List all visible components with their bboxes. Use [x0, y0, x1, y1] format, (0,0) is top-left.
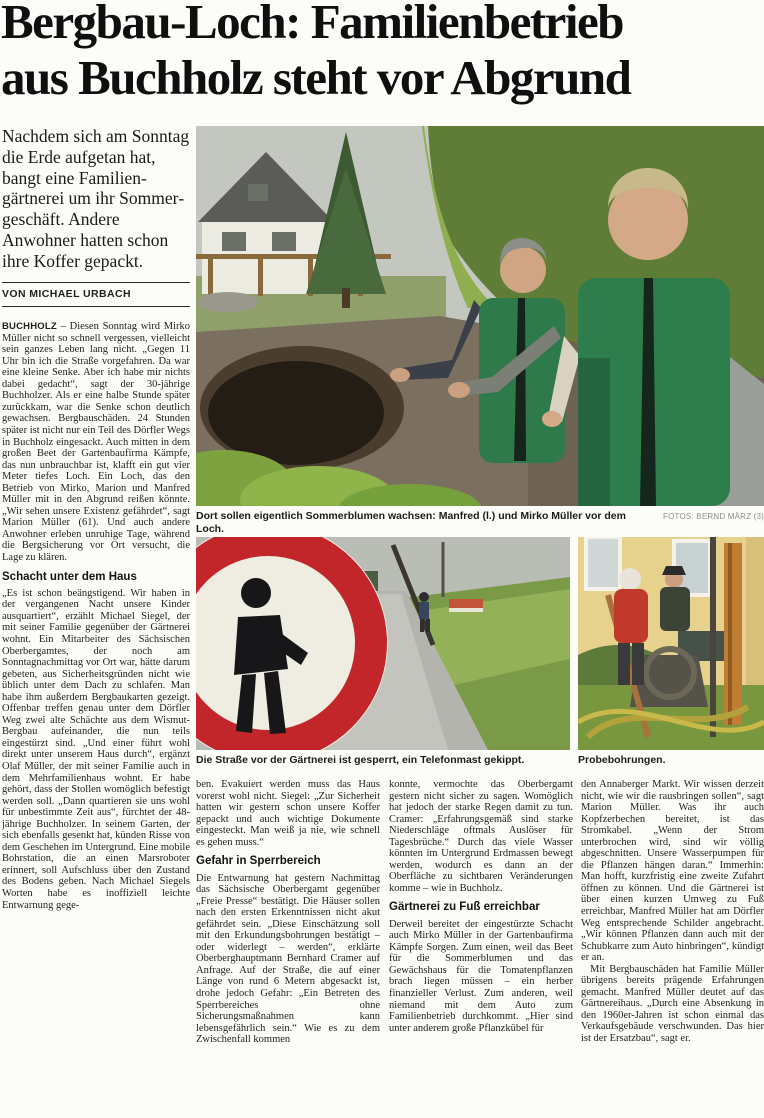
body-column-2 — [196, 779, 380, 1118]
rock-garden — [198, 292, 258, 312]
pointing-hand — [390, 368, 410, 382]
body-column-4 — [581, 779, 764, 1118]
subhead-gaertnerei: Gärtnerei zu Fuß erreichbar — [389, 901, 540, 914]
drill-mast-shadow — [728, 543, 732, 725]
col2-paragraph-2: Die Entwarnung hat gestern Nachmittag das Sächsische Oberbergamt gegenüber „Freie Presse“ bestätigt. Die Häuser sollen nach den ersten Erkenntnissen nicht akut gefährdet sein. „Diese Einschätzung soll mit den Erkundungsbohrungen bestätigt – oder widerlegt – werden“, erklärte Oberberghauptmann Bernhard Cramer auf Anfrage. Auf der Straße, die auf einer Länge von rund 6 Metern abgesackt ist, drohe jedoch Gefahr: „Ein Betreten des Sperrbereiches ohne Sicherungsmaßnahmen kann lebensgefährlich sein.“ Wie es zu dem Zwischenfall kommen — [196, 872, 380, 1046]
open-hand — [448, 382, 470, 398]
sign-figure-head — [241, 578, 271, 608]
sinkhole — [208, 361, 384, 465]
young-man-hand — [542, 411, 562, 427]
main-photo-caption: Dort sollen eigentlich Sommerblumen wachsen: Manfred (l.) und Mirko Müller vor dem Loch. — [196, 510, 626, 535]
white-cap — [619, 568, 641, 590]
byline: VON MICHAEL URBACH — [2, 282, 190, 308]
pergola-post — [208, 254, 213, 296]
main-photo-caption-row — [196, 510, 764, 535]
drilling-photo-caption-row — [578, 754, 764, 767]
pedestrian-head — [419, 592, 429, 602]
older-man-face — [500, 247, 546, 293]
pergola-post — [258, 254, 263, 296]
article-lede: Nachdem sich am Sonntag die Erde aufgetan hat, bangt eine Familiengärtnerei um ihr Sommergeschäft. Andere Anwohner hatten schon ihre Koffer gepackt. — [2, 126, 190, 271]
body-column-1 — [2, 321, 190, 911]
pedestrian-body — [419, 602, 429, 619]
window — [586, 537, 620, 589]
tree-trunk — [342, 288, 350, 308]
house-window — [222, 232, 246, 251]
street-photo-caption-row — [196, 754, 570, 767]
drilling-photo-caption: Probebohrungen. — [578, 754, 666, 766]
col4-paragraph-2: Mit Bergbauschäden hat Familie Müller übrigens bereits prägende Erfahrungen gemacht. Manfred Müller deutet auf das Gärtnereihaus. „Durch eine Absenkung in den 1960er-Jahren ist schon einmal das Verkaufsgebäude verschwunden. Das hier ist der Ersatzbau“, sagt er. — [581, 963, 764, 1045]
drilling-photo — [578, 537, 764, 750]
photo-credit: FOTOS: BERND MÄRZ (3) — [663, 512, 764, 521]
left-column — [2, 126, 190, 1114]
body-column-3 — [389, 779, 573, 1118]
subhead-schacht: Schacht unter dem Haus — [2, 570, 137, 583]
man-dark-jacket — [660, 587, 690, 631]
col1-paragraph-1: – Diesen Sonntag wird Mirko Müller nicht so schnell vergessen, vielleicht sein ganzes Leben lang nicht. „Gegen 11 Uhr bin ich die Straße vorgefahren. Da war eine kleine Senke. Aber ich habe mir nichts dabei gedacht“, sagt der 30-jährige Buchholzer. Als er eine halbe Stunde später zurückkam, war die Senke schon deutlich gewachsen. Bergbauschäden. 24 Stunden später ist nicht nur ein Teil des Dörfler Wegs in Buchholz eingesackt. Auch mitten in dem großen Beet der Gartenbaufirma Kämpfe, das nun unbrauchbar ist, klafft ein gut vier Meter tiefes Loch. Ein Loch, das den Betrieb von Mirko, Marion und Manfred Müller mit in den Abgrund reißen könnte. „Wir sehen unsere Existenz gefährdet“, sagt Marion Müller (61). Und auch andere Anwohner erleben unruhige Tage, während die Bergsicherung vor Ort versucht, die Lage zu klären. — [2, 321, 190, 564]
pedestrian-leg — [420, 619, 424, 632]
street-photo-caption: Die Straße vor der Gärtnerei ist gesperrt, ein Telefonmast gekippt. — [196, 754, 525, 766]
gable-window — [248, 184, 268, 201]
main-photo-sinkhole-gardeners — [196, 126, 764, 506]
house-window — [272, 232, 296, 251]
col1-paragraph-2: „Es ist schon beängstigend. Wir haben in der vergangenen Nacht unsere Kinder ausquartiert“, erzählt Michael Siegel, der mit seiner Familie gegenüber der Gärtnerei wohnt. Ein Mitarbeiter des Sächsischen Oberbergamtes, der noch am Sonntagnachmittag vor Ort war, hätte darum gebeten, aus Sicherheitsgründen nicht wie üblich unter dem Dach zu schlafen. Man habe ihm außerdem Bergbaukarten gezeigt. Offenbar treffen genau unter dem Dörfler Weg zwei alte Schächte aus dem Wismut-Bergbau aufeinander, die nun teils eingestürzt sind. „Und einer führt wohl direkt unter unserem Haus durch“, ergänzt Olaf Müller, der mit seiner Familie auch in dem Mehrfamilienhaus wohnt. Er habe gehört, dass der Stollen womöglich befestigt werden soll. „Dann quartieren sie uns wohl für unbestimmte Zeit aus“, fürchtet der 48-jährige Buchholzer. In seinem Garten, der sich ebenfalls gesenkt hat, künden Risse von dem Geschehen im Untergrund. Eine mobile Bohrstation, die an einen Marsroboter erinnert, soll Aufschluss über den Zustand des Bodens geben. Nach Michael Siegels Worten habe es inoffiziell leichte Entwarnung gege- — [2, 587, 190, 911]
vest-shadow — [578, 358, 610, 506]
col2-paragraph-1: ben. Evakuiert werden muss das Haus vorerst wohl nicht. Siegel: „Zur Sicherheit hatten wir gestern schon unsere Koffer gepackt und auch wichtige Dokumente eingesteckt. Man weiß ja nie, wie schnell es gehen muss.“ — [196, 779, 380, 848]
col3-paragraph-2: Derweil bereitet der eingestürzte Schacht auch Mirko Müller in der Gartenbaufirma Kämpfe Sorgen. Zum einen, weil das Beet für die Sommerblumen und das Gewächshaus für die Tomatenpflanzen brach liegen müssen – ein herber finanzieller Verlust. Zum anderen, weil niemand mit dem Auto zum Familienbetrieb durchkommt. „Hier sind unter anderem große Pflanzkübel für — [389, 918, 573, 1034]
subhead-gefahr: Gefahr in Sperrbereich — [196, 855, 321, 868]
barrier-stripe — [449, 608, 483, 612]
col3-paragraph-1: konnte, vermochte das Oberbergamt gestern nicht sicher zu sagen. Womöglich hat jedoch der starke Regen damit zu tun. Cramer: „Erfahrungsgemäß sind starke Niederschläge oftmals Auslöser für Tagesbrüche.“ Durch das viele Wasser könnten im Untergrund Erdmassen bewegt werden, wodurch es dann an der Oberfläche zu sichtbaren Veränderungen komme – wie in Buchholz. — [389, 779, 573, 894]
article-headline — [1, 0, 763, 106]
dateline: BUCHHOLZ — [2, 321, 57, 333]
street-photo-illustration — [196, 537, 570, 750]
barrier — [449, 599, 483, 608]
drill-mast — [724, 543, 742, 725]
worker-red-jacket — [614, 589, 648, 643]
worker-leg — [618, 643, 630, 685]
headline-line-1: Bergbau-Loch: Familienbetrieb — [1, 0, 624, 49]
headline-line-2: aus Buchholz steht vor Abgrund — [1, 50, 631, 105]
pedestrian-leg — [426, 619, 430, 632]
col4-paragraph-1: den Annaberger Markt. Wir wissen derzeit nicht, wie wir die rausbringen sollen“, sagt Marion Müller. Was ihr auch Kopfzerbechen bereitet, ist das Stromkabel. „Wenn der Strom unterbrochen wird, sind wir völlig abgeschnitten. Unsere Wasserpumpen für die Pflanzen hängen daran.“ Immerhin: Man hofft, kurzfristig eine zweite Zufahrt öffnen zu können. Und die Gärtnerei ist über einen kurzen Umweg zu Fuß erreichbar, Manfred Müller hat am Dörfler Weg entsprechende Schilder angebracht. „Wir können Pflanzen dann auch mit der Schubkarre zum Auto hinbringen“, kündigt er an. — [581, 779, 764, 964]
drill-pipe — [710, 537, 716, 737]
main-photo-illustration — [196, 126, 764, 506]
hat — [662, 566, 686, 575]
street-photo-blocked-road — [196, 537, 570, 750]
drilling-photo-illustration — [578, 537, 764, 750]
worker-leg — [632, 643, 644, 685]
